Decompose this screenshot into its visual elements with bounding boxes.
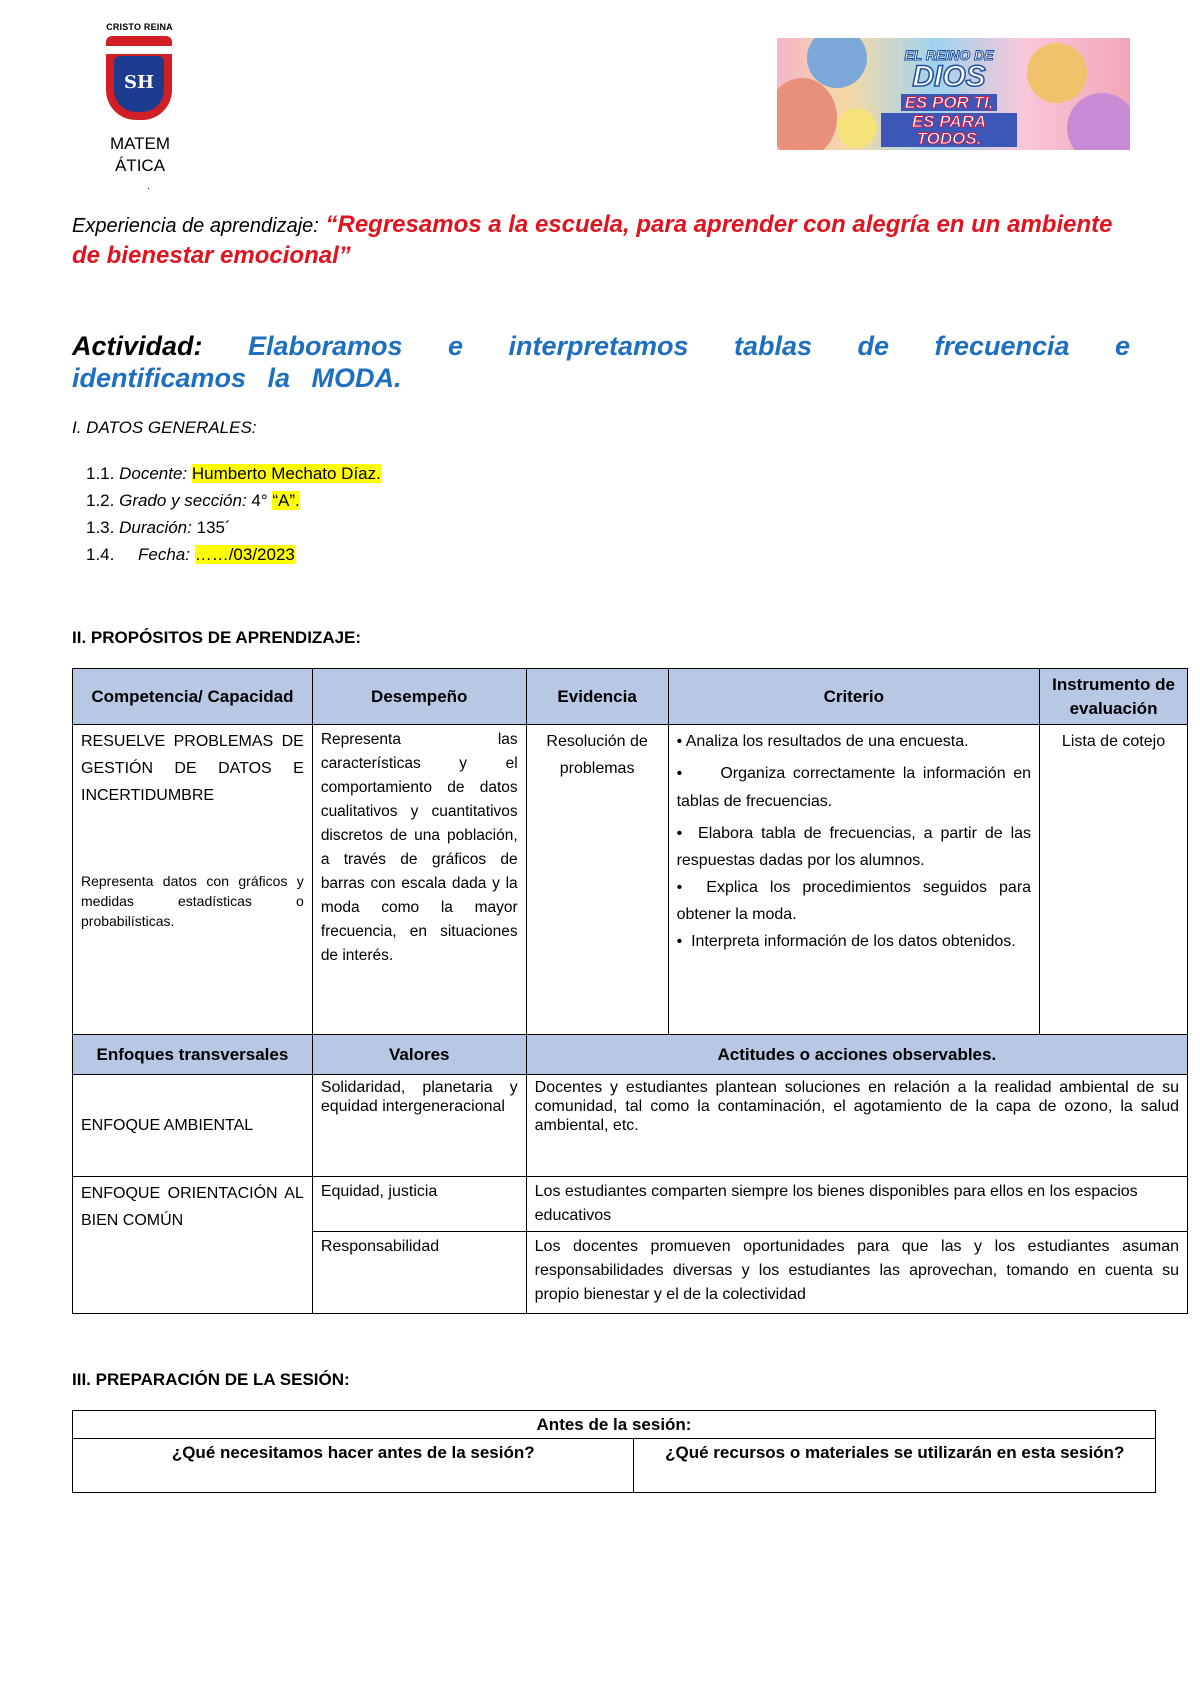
desempeno-text: Representa las características y el comportamiento de datos cualitativos y cuantitativos discretos de una población, a través de gráficos de barras con escala dada y la moda como la mayor frecuencia, en situaciones de interés. [320,731,518,964]
preparation-header-row [73,1439,1156,1493]
reino-de-dios-banner [777,38,1130,150]
criterio-text: Explica los procedimientos seguidos para obtener la moda. [676,879,1032,923]
subject-line-2: ÁTICA [114,156,166,175]
criterio-item: • Explica los procedimientos seguidos para obtener la moda. [676,879,1032,923]
item-value: ……/03/2023 [194,545,295,564]
enfoque-name: ENFOQUE AMBIENTAL [73,1075,313,1177]
enfoques-header-row [73,1035,1188,1075]
enfoque-action-text: Docentes y estudiantes plantean soluciones en relación a la realidad ambiental de su comunidad, tal como la contaminación, el agotamiento de la capa de ozono, la salud ambiental, etc. [534,1079,1179,1134]
stray-dot: . [147,181,150,192]
purposes-header-row [73,669,1188,725]
item-number: 1.2. [86,491,115,510]
instrumento-text: Lista de cotejo [1061,733,1166,750]
subject-label [100,133,180,177]
item-key: Fecha [137,545,186,564]
purposes-table [72,668,1188,1314]
general-data-heading: I. DATOS GENERALES: [72,418,257,437]
school-name: CRISTO REINA [106,22,173,32]
item-key: Duración [119,518,188,537]
general-item-duracion: 1.3. Duración: 135´ [86,518,231,537]
enfoque-value: Equidad, justicia [312,1177,526,1232]
experience-label: Experiencia de aprendizaje: [72,215,319,237]
criterio-item: • Elabora tabla de frecuencias, a partir de las respuestas dadas por los alumnos. [676,825,1032,869]
criterio-item: • Interpreta información de los datos obtenidos. [676,933,1016,950]
enfoque-action: Los estudiantes comparten siempre los bienes disponibles para ellos en los espacios educativos [526,1177,1187,1232]
crest-letters: SH [123,72,154,93]
shield-icon [106,36,172,120]
col-header: Evidencia [526,669,668,725]
item-value: 4° [251,491,273,510]
banner-line-2: DIOS [912,60,986,93]
enfoque-row [73,1075,1188,1177]
subject-line-1: MATEM [109,134,171,153]
item-value: Humberto Mechato Díaz. [191,464,381,483]
competencia-cell [73,725,313,1035]
experience-title: “Regresamos a la escuela, para aprender con alegría en un ambiente de bienestar emocional” [72,211,1113,269]
activity-title: Elaboramos e interpretamos tablas de frecuencia e identificamos la MODA. [72,331,1130,393]
col-header: Enfoques transversales [73,1035,313,1075]
col-header: Competencia/ Capacidad [73,669,313,725]
criterio-item: • Organiza correctamente la información en tablas de frecuencias. [676,765,1032,810]
item-value: 135´ [196,518,231,537]
experience-heading [72,210,1132,271]
enfoque-action [526,1075,1187,1177]
enfoque-name-text: ENFOQUE ORIENTACIÓN AL BIEN COMÚN [81,1185,304,1229]
preparation-title: Antes de la sesión: [73,1411,1156,1439]
item-number: 1.4. [86,545,115,564]
criterio-text: Organiza correctamente la información en tablas de frecuencias. [676,765,1032,810]
activity-label: Actividad: [72,331,203,361]
banner-line-3: ES POR TI, [901,94,997,111]
enfoque-value [312,1075,526,1177]
evidencia-cell [526,725,668,1035]
item-key: Grado y sección [119,491,242,510]
criterio-text: Interpreta información de los datos obtenidos. [691,933,1016,950]
preparation-heading: III. PREPARACIÓN DE LA SESIÓN: [72,1370,350,1389]
capacidad-text: Representa datos con gráficos y medidas estadísticas o probabilísticas. [81,873,304,929]
general-item-docente: 1.1. Docente: Humberto Mechato Díaz. [86,464,381,483]
desempeno-cell [312,725,526,1035]
competencia-text: RESUELVE PROBLEMAS DE GESTIÓN DE DATOS E INCERTIDUMBRE [81,733,304,804]
purposes-row [73,725,1188,1035]
col-header: Desempeño [312,669,526,725]
col-header: ¿Qué necesitamos hacer antes de la sesión? [73,1439,634,1493]
preparation-title-row [73,1411,1156,1439]
enfoque-value: Responsabilidad [312,1232,526,1314]
col-header: Actitudes o acciones observables. [526,1035,1187,1075]
col-header: Instrumento de evaluación [1040,669,1188,725]
criterio-text: Elabora tabla de frecuencias, a partir de las respuestas dadas por los alumnos. [676,825,1032,869]
enfoque-value-text: Solidaridad, planetaria y equidad intergeneracional [320,1079,518,1115]
enfoque-row [73,1177,1188,1232]
evidencia-text: Resolución de problemas [546,733,648,777]
general-item-fecha: 1.4. Fecha: ……/03/2023 [86,545,295,564]
instrumento-cell [1040,725,1188,1035]
general-item-grado: 1.2. Grado y sección: 4° “A”. [86,491,300,510]
item-number: 1.1. [86,464,115,483]
criterio-text: Analiza los resultados de una encuesta. [685,733,969,750]
school-crest-logo [102,22,177,140]
preparation-table [72,1410,1156,1493]
col-header: Valores [312,1035,526,1075]
enfoque-action [526,1232,1187,1314]
criterio-cell [668,725,1039,1035]
activity-heading [72,330,1130,394]
enfoque-name [73,1177,313,1314]
criterio-item: • Analiza los resultados de una encuesta. [676,733,969,750]
col-header: ¿Qué recursos o materiales se utilizarán en esta sesión? [634,1439,1156,1493]
banner-line-4: ES PARA TODOS. [881,113,1017,147]
item-value-highlight: “A”. [272,491,300,510]
item-number: 1.3. [86,518,115,537]
item-key: Docente [119,464,183,483]
banner-line-1: EL REINO DE [904,47,994,63]
col-header: Criterio [668,669,1039,725]
enfoque-action-text: Los docentes promueven oportunidades para que las y los estudiantes asuman responsabilidades diversas y los estudiantes las aprovechan, tomando en cuenta su propio bienestar y el de la colectividad [534,1238,1179,1303]
purposes-heading: II. PROPÓSITOS DE APRENDIZAJE: [72,628,362,647]
banner-text [879,48,1019,147]
